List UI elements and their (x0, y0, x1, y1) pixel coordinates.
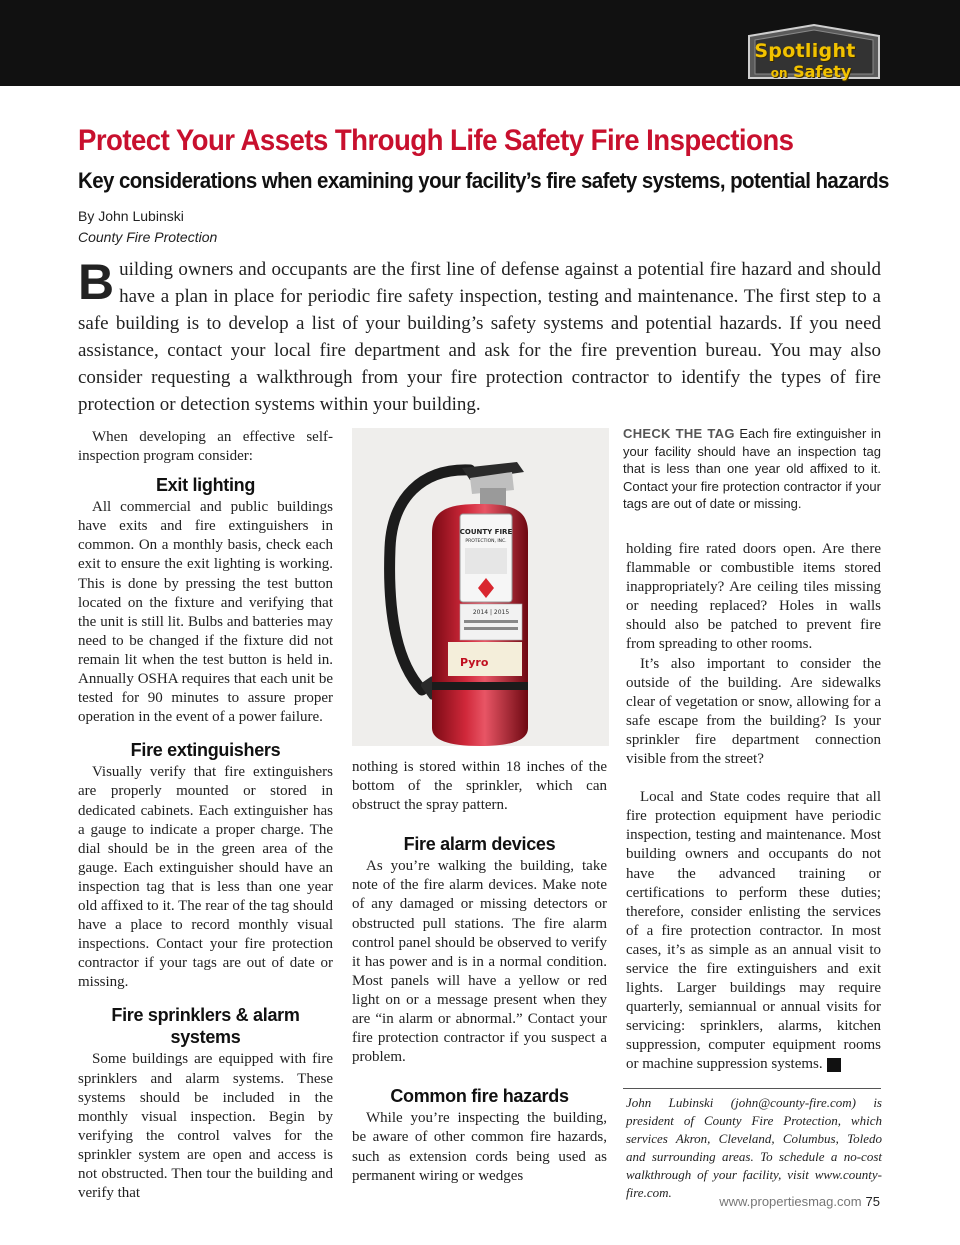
tag-sub-text: PROTECTION, INC. (465, 539, 507, 544)
page-footer (620, 1194, 880, 1209)
col3-paragraph-3 (626, 788, 881, 1074)
author-company: County Fire Protection (78, 229, 218, 245)
fire-extinguisher-photo (352, 428, 609, 746)
badge-spotlight-text: Spotlight (754, 40, 856, 62)
page-number: 75 (865, 1194, 880, 1209)
bio-divider (623, 1088, 881, 1089)
column-1 (78, 428, 333, 1203)
spotlight-on-safety-badge (745, 24, 883, 80)
badge-safety-text: Safety (793, 62, 852, 81)
fire-alarm-paragraph: As you’re walking the building, take note of the fire alarm devices. Make note of any damaged or missing detectors or obstructed pull stations. The fire alarm control panel should be observed to verify it has power and is in a normal condition. Most panels will have a yellow or red light on or a message present when they are “in alarm or abnormal.” Contact your fire protection contractor if you suspect a problem. (352, 858, 607, 1066)
heading-fire-sprinklers: Fire sprinklers & alarm systems (111, 1005, 300, 1048)
end-of-article-icon: P (827, 1058, 841, 1072)
col3-paragraph-2: It’s also important to consider the outside of the building. Are sidewalks clear of vegetation or snow, allowing for a safe escape from the building? Is your sprinkler fire department connection visible from the street? (626, 655, 881, 768)
fire-extinguishers-paragraph: Visually verify that fire extinguishers are properly mounted or stored in dedicated cabinets. Each extinguisher has a gauge to indicate a proper charge. The dial should be in the green area of the gauge. Each extinguisher should have an inspection tag that is less than one year old affixed to it. The rear of the tag should have a place to record monthly visual inspections. Contact your fire protection contractor if your tags are out of date or missing. (78, 764, 333, 991)
sprinkler-continuation-paragraph: nothing is stored within 18 inches of the bottom of the sprinkler, which can obstruct the spray pattern. (352, 759, 607, 814)
column-3 (626, 540, 881, 1075)
drop-cap: B (78, 254, 115, 310)
extinguisher-illustration (352, 428, 609, 746)
fire-sprinklers-paragraph: Some buildings are equipped with fire sprinklers and alarm systems. These systems should be included in the monthly visual inspection. Begin by verifying the control valves for the sprinkler system are open and access is not obstructed. Then tour the building and verify that (78, 1051, 333, 1202)
photo-caption (623, 425, 881, 513)
label-brand-text: Pyro (460, 656, 489, 669)
heading-fire-alarm-devices: Fire alarm devices (403, 834, 556, 855)
badge-on-safety-text (751, 62, 871, 81)
intro-text: uilding owners and occupants are the first line of defense against a potential fire hazard and should have a plan in place for periodic fire safety inspection, testing and maintenance. The first step to a safe building is to develop a list of your building’s safety systems and potential hazards. If you need assistance, contact your local fire department and ask for the fire prevention bureau. You may also consider requesting a walkthrough from your fire protection contractor to identify the types of fire protection or detection systems within your building. (78, 259, 881, 415)
tag-years-text: 2014 | 2015 (472, 609, 510, 616)
heading-exit-lighting: Exit lighting (155, 475, 256, 496)
col3-paragraph-3-text: Local and State codes require that all fire protection equipment have periodic inspection, testing and maintenance. Most building owners and occupants do not have the advanced training or certifications to perform these duties; therefore, consider enlisting the services of a fire protection contractor. In most cases, it’s as simple as an annual visit to service the fire extinguishers and exit lights. Larger buildings may require quarterly, semiannual or annual visits for servicing: sprinklers, alarms, kitchen suppression, computer equipment rooms or machine suppression systems. (626, 789, 881, 1073)
column-2 (352, 758, 607, 1186)
col3-paragraph-1: holding fire rated doors open. Are there flammable or combustible items stored inappropriately? Are ceiling tiles missing or needing replaced? Holes in walls should also be patched to prevent fire from spreading to other rooms. (626, 541, 881, 653)
heading-common-fire-hazards: Common fire hazards (390, 1086, 569, 1107)
tag-brand-text: COUNTY FIRE (459, 528, 513, 536)
heading-fire-extinguishers: Fire extinguishers (130, 740, 281, 761)
article-subtitle: Key considerations when examining your facility’s fire safety systems, potential hazards (78, 168, 889, 193)
author-bio: John Lubinski (john@county-fire.com) is president of County Fire Protection, which services Akron, Cleveland, Columbus, Toledo and surrounding areas. To schedule a no-cost walkthrough of your facility, visit www.county-fire.com. (626, 1095, 882, 1200)
col1-lead-paragraph: When developing an effective self-inspection program consider: (78, 429, 333, 465)
badge-on-text: on (770, 66, 788, 80)
footer-url: www.propertiesmag.com (719, 1194, 862, 1209)
caption-lead: CHECK THE TAG (623, 426, 735, 441)
byline: By John Lubinski (78, 208, 184, 224)
caption-text: Each fire extinguisher in your facility should have an inspection tag that is less than one year old affixed to it. Contact your fire protection contractor if your tags are out of date or missing. (623, 426, 881, 511)
article-title: Protect Your Assets Through Life Safety Fire Inspections (78, 124, 794, 157)
fire-hazards-paragraph: While you’re inspecting the building, be aware of other common fire hazards, such as extension cords being used as permanent wiring or wedges (352, 1110, 607, 1184)
intro-paragraph (78, 256, 881, 418)
top-banner (0, 0, 960, 86)
exit-lighting-paragraph: All commercial and public buildings have exits and fire extinguishers in common. On a monthly basis, check each exit to ensure the exit lighting is working. This is done by pressing the test button located on the fixture and verifying that the unit is still lit. Bulbs and batteries may need to be changed if the fixture did not remain lit when the test button is held in. Annually OSHA requires that each unit be tested for 90 minutes to assure proper operation in the event of a power failure. (78, 499, 333, 726)
